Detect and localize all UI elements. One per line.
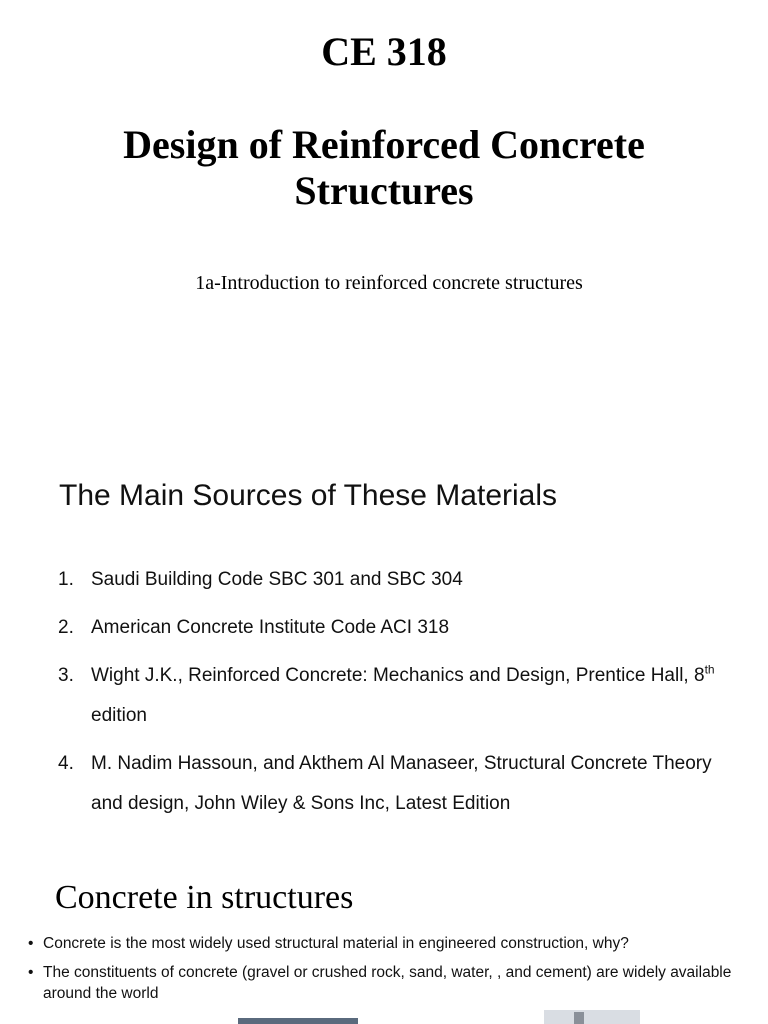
bullet-list bbox=[28, 933, 758, 1012]
list-item bbox=[58, 744, 718, 824]
sources-list bbox=[58, 560, 718, 832]
bullet-icon: • bbox=[28, 935, 34, 952]
concrete-heading: Concrete in structures bbox=[55, 879, 354, 916]
list-item bbox=[58, 656, 718, 736]
list-number: 2. bbox=[58, 617, 74, 638]
ordinal-suffix: th bbox=[704, 662, 715, 677]
list-text: American Concrete Institute Code ACI 318 bbox=[91, 617, 450, 638]
list-text-end: edition bbox=[91, 705, 147, 726]
list-number: 4. bbox=[58, 753, 74, 774]
list-text: M. Nadim Hassoun, and Akthem Al Manaseer, Structural Concrete Theory and design, John Wiley & Sons Inc, Latest Edition bbox=[91, 753, 712, 814]
list-item bbox=[58, 608, 718, 648]
list-number: 1. bbox=[58, 569, 74, 590]
list-text-main: Wight J.K., Reinforced Concrete: Mechanics and Design, Prentice Hall, 8 bbox=[91, 665, 705, 686]
list-item bbox=[58, 560, 718, 600]
list-text: Saudi Building Code SBC 301 and SBC 304 bbox=[91, 569, 463, 590]
list-item bbox=[28, 933, 758, 954]
lecture-subtitle: 1a-Introduction to reinforced concrete structures bbox=[195, 272, 583, 294]
list-item bbox=[28, 962, 758, 1004]
course-name-title: Design of Reinforced Concrete Structures bbox=[123, 122, 645, 213]
list-text bbox=[91, 656, 718, 736]
bullet-text: The constituents of concrete (gravel or crushed rock, sand, water, , and cement) are widely available around the world bbox=[43, 964, 732, 1002]
course-code-title: CE 318 bbox=[321, 29, 447, 74]
construction-photo bbox=[544, 1010, 640, 1024]
sources-heading: The Main Sources of These Materials bbox=[59, 479, 558, 512]
bullet-text: Concrete is the most widely used structural material in engineered construction, why? bbox=[43, 935, 629, 952]
construction-photo bbox=[238, 1018, 358, 1024]
bullet-icon: • bbox=[28, 964, 34, 981]
list-number: 3. bbox=[58, 665, 74, 686]
